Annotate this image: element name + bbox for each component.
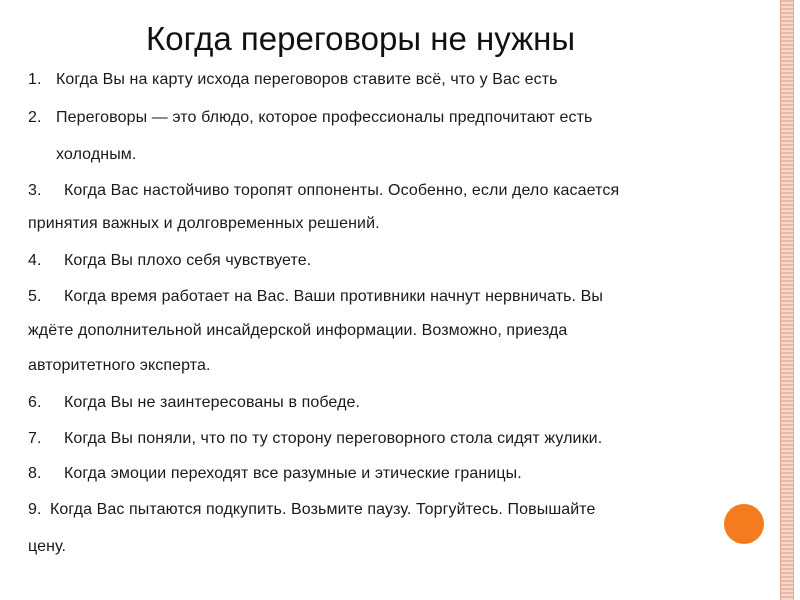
item-7-text: Когда Вы поняли, что по ту сторону переговорного стола сидят жулики. (64, 430, 603, 447)
item-5-text-line3: авторитетного эксперта. (28, 357, 211, 374)
item-1-number: 1. (28, 71, 42, 88)
item-9-number: 9. (28, 501, 42, 518)
item-7-number: 7. (28, 430, 42, 447)
item-3-text-line1: Когда Вас настойчиво торопят оппоненты. Особенно, если дело касается (64, 182, 620, 199)
decorative-border (780, 0, 794, 600)
item-2-number: 2. (28, 109, 42, 126)
item-5-number: 5. (28, 288, 42, 305)
item-6-text: Когда Вы не заинтересованы в победе. (64, 394, 361, 411)
item-5-text-line1: Когда время работает на Вас. Ваши противники начнут нервничать. Вы (64, 288, 604, 305)
item-5-text-line2: ждёте дополнительной инсайдерской информации. Возможно, приезда (28, 322, 568, 339)
item-6-number: 6. (28, 394, 42, 411)
item-2-text-line2: холодным. (56, 146, 137, 163)
slide-title: Когда переговоры не нужны (146, 20, 576, 57)
item-4-number: 4. (28, 252, 42, 269)
item-3-text-line2: принятия важных и долговременных решений. (28, 215, 380, 232)
orange-circle-decoration (724, 504, 764, 544)
item-2-text-line1: Переговоры — это блюдо, которое профессионалы предпочитают есть (56, 109, 593, 126)
item-1-text: Когда Вы на карту исхода переговоров ставите всё, что у Вас есть (56, 71, 558, 88)
item-3-number: 3. (28, 182, 42, 199)
item-9-text-line2: цену. (28, 538, 67, 555)
item-9-text-line1: Когда Вас пытаются подкупить. Возьмите паузу. Торгуйтесь. Повышайте (50, 501, 596, 518)
item-8-number: 8. (28, 465, 42, 482)
item-4-text: Когда Вы плохо себя чувствуете. (64, 252, 312, 269)
item-8-text: Когда эмоции переходят все разумные и этические границы. (64, 465, 522, 482)
